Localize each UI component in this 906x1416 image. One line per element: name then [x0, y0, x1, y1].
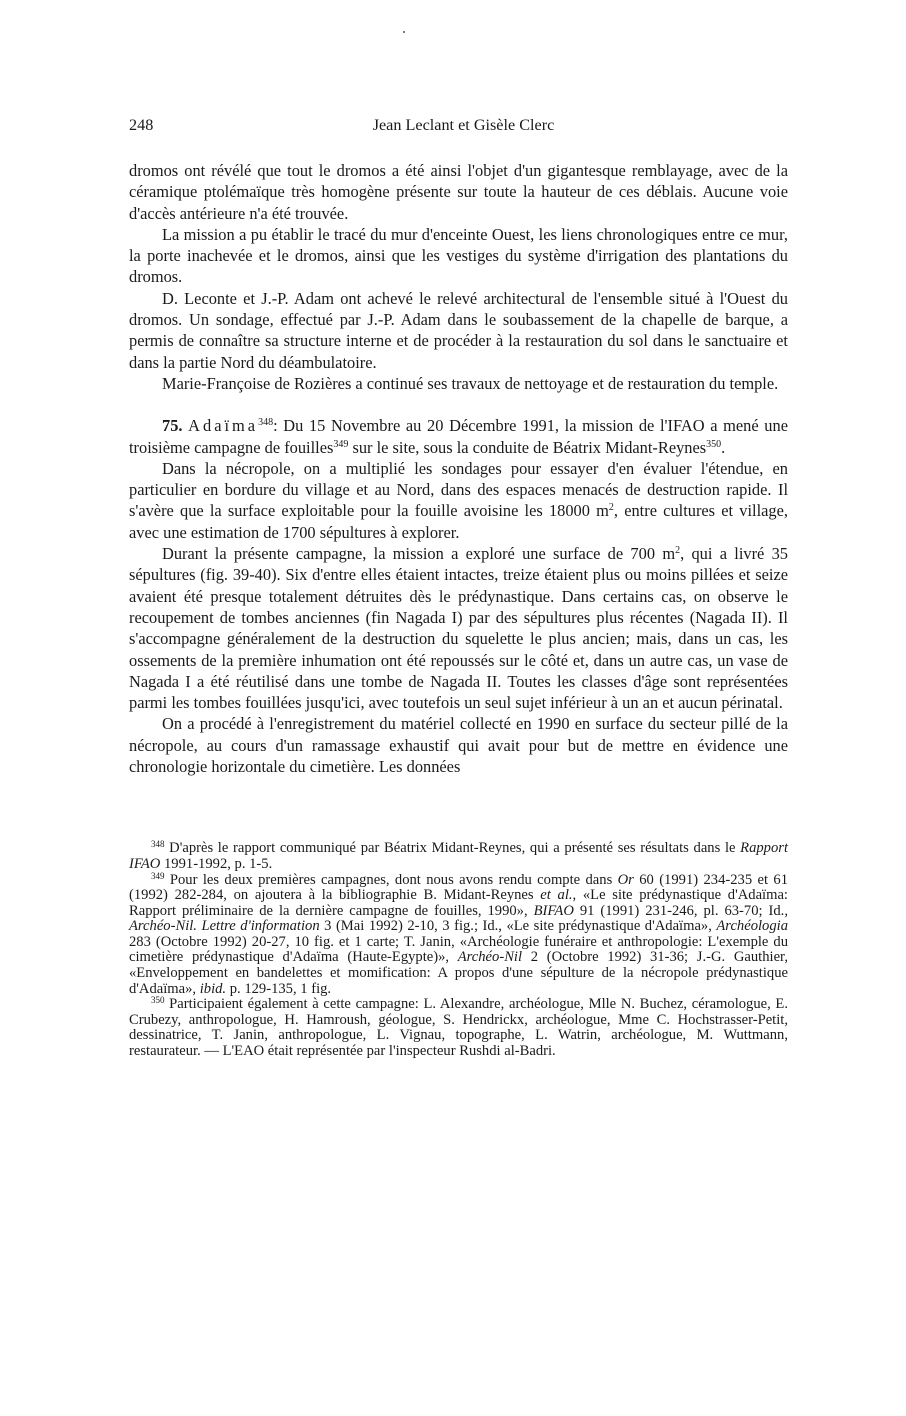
paragraph-necropole-a: Dans la nécropole, on a multiplié les sondages pour essayer d'en évaluer l'étendue, en particulier en bordure du village et au Nord, dans des espaces menacés de destruction rapide. Il s'avère que la surface exploitable pour la fouille avoisine les 18000 m — [129, 458, 788, 521]
footnote-ref-350[interactable]: 350 — [706, 438, 722, 450]
paragraph-necropole — [129, 458, 788, 543]
footnote-text: 283 (Octobre 1992) 20-27, 10 fig. et 1 carte; T. Janin, «Archéologie funéraire et anthropologie: L'exemple du cimetière prédynastique d'Adaïma (Haute-Egypte)», — [129, 933, 788, 966]
paragraph-enceinte: La mission a pu établir le tracé du mur d'enceinte Ouest, les liens chronologiques entre ce mur, la porte inachevée et le dromos, ainsi que les vestiges du système d'irrigation des plantations du dromos. — [129, 224, 788, 287]
page-number: 248 — [129, 116, 154, 134]
footnote-ref-349[interactable]: 349 — [333, 438, 349, 450]
footnote-text: , «Le site prédynastique d'Adaïma: Rapport préliminaire de la dernière campagne de fouilles, 1990», — [129, 887, 788, 919]
footnotes — [129, 841, 788, 1059]
footnote-italic: Rapport IFAO — [129, 840, 788, 872]
scan-speck — [403, 31, 405, 33]
footnote-text: 2 (Octobre 1992) 31-36; J.-G. Gauthier, «Enveloppement en bandelettes et momification: A propos d'une sépulture de la nécropole prédynastique d'Adaïma», — [129, 949, 788, 997]
superscript-2: 2 — [608, 502, 614, 514]
paragraph-necropole-b: , entre cultures et village, avec une estimation de 1700 sépultures à explorer. — [129, 501, 788, 542]
body-text — [129, 160, 788, 777]
document-page — [129, 116, 788, 1060]
paragraph-releve: D. Leconte et J.-P. Adam ont achevé le relevé architectural de l'ensemble situé à l'Ouest du dromos. Un sondage, effectué par J.-P. Adam dans le soubassement de la chapelle de barque, a permis de connaître sa structure interne et de procéder à la restauration du sol dans le sanctuaire et dans la partie Nord du déambulatoire. — [129, 288, 788, 372]
footnote-text: 1991-1992, p. 1-5. — [160, 855, 273, 872]
footnote-349 — [129, 870, 788, 998]
footnote-italic: Or — [617, 871, 634, 888]
footnote-text: Participaient également à cette campagne: L. Alexandre, archéologue, Mlle N. Buchez, céramologue, E. Crubezy, anthropologue, H. Hamroush, géologue, S. Hendrickx, archéologue, Mme C. Hochstrasser-Petit, dessinatrice, T. Janin, anthropologue, L. Vignau, topographe, L. Watrin, archéologue, M. Wuttmann, restaurateur. — L'EAO était représentée par l'inspecteur Rushdi al-Badri. — [129, 996, 788, 1060]
section-number: 75. — [162, 416, 183, 436]
footnote-italic: Archéologia — [716, 918, 788, 935]
footnote-text: 3 (Mai 1992) 2-10, 3 fig.; Id., «Le site prédynastique d'Adaïma», — [319, 918, 717, 935]
superscript-2: 2 — [675, 545, 681, 557]
section-text-c: . — [721, 437, 726, 457]
footnote-italic: et al. — [540, 887, 573, 904]
paragraph-campagne-a: Durant la présente campagne, la mission a exploré une surface de 700 m — [162, 544, 676, 564]
footnote-italic: Archéo-Nil — [457, 949, 523, 966]
section-adaima-intro — [129, 415, 788, 458]
running-title: Jean Leclant et Gisèle Clerc — [372, 116, 555, 134]
site-name: Adaïma — [188, 416, 259, 436]
paragraph-campagne — [129, 543, 788, 713]
section-gap — [129, 394, 788, 415]
footnote-text: p. 129-135, 1 fig. — [226, 980, 332, 997]
footnote-text: 60 (1991) 234-235 et 61 (1992) 282-284, on ajoutera à la bibliographie B. Midant-Reynes — [129, 871, 788, 904]
running-head — [129, 116, 788, 138]
footnote-number: 349 — [151, 870, 165, 881]
footnote-number: 348 — [151, 839, 165, 850]
footnote-italic: Archéo-Nil. Lettre d'information — [129, 918, 320, 935]
paragraph-campagne-b: , qui a livré 35 sépultures (fig. 39-40). Six d'entre elles étaient intactes, treize étaient plus ou moins pillées et seize avaient été presque totalement détruites dès le prédynastique. Dans certains cas, on observe le recoupement de tombes anciennes (fin Nagada I) par des sépultures plus récentes (Nagada II). Il s'accompagne généralement de la destruction du squelette le plus ancien; mais, dans un cas, les ossements de la première inhumation ont été repoussés sur le côté et, dans un autre cas, un vase de Nagada I a été réutilisé dans une tombe de Nagada II. Toutes les classes d'âge sont représentées parmi les tombes fouillées jusqu'ici, avec toutefois un seul sujet inférieur à un an et aucun périnatal. — [129, 544, 789, 713]
footnote-350 — [129, 997, 788, 1059]
footnote-ref-348[interactable]: 348 — [258, 417, 274, 429]
section-text-b: sur le site, sous la conduite de Béatrix Midant-Reynes — [348, 437, 707, 457]
footnote-text: D'après le rapport communiqué par Béatrix Midant-Reynes, qui a présenté ses résultats dans le — [164, 840, 741, 857]
footnote-italic: ibid. — [199, 980, 227, 997]
paragraph-continued: dromos ont révélé que tout le dromos a été ainsi l'objet d'un gigantesque remblayage, avec de la céramique ptolémaïque très homogène présente sur toute la hauteur de ces déblais. Aucune voie d'accès antérieure n'a été trouvée. — [129, 161, 788, 223]
footnote-number: 350 — [151, 995, 165, 1006]
paragraph-enregistrement: On a procédé à l'enregistrement du matériel collecté en 1990 en surface du secteur pillé de la nécropole, au cours d'un ramassage exhaustif qui avait pour but de mettre en évidence une chronologie horizontale du cimetière. Les données — [129, 714, 788, 777]
section-text-a: : Du 15 Novembre au 20 Décembre 1991, la mission de l'IFAO a mené une troisième campagne de fouilles — [129, 416, 788, 457]
footnote-348 — [129, 841, 788, 872]
footnote-text: 91 (1991) 231-246, pl. 63-70; Id., — [573, 902, 788, 919]
paragraph-restauration: Marie-Françoise de Rozières a continué ses travaux de nettoyage et de restauration du temple. — [162, 373, 779, 393]
footnote-text: Pour les deux premières campagnes, dont nous avons rendu compte dans — [164, 871, 618, 888]
footnote-italic: BIFAO — [533, 902, 574, 919]
